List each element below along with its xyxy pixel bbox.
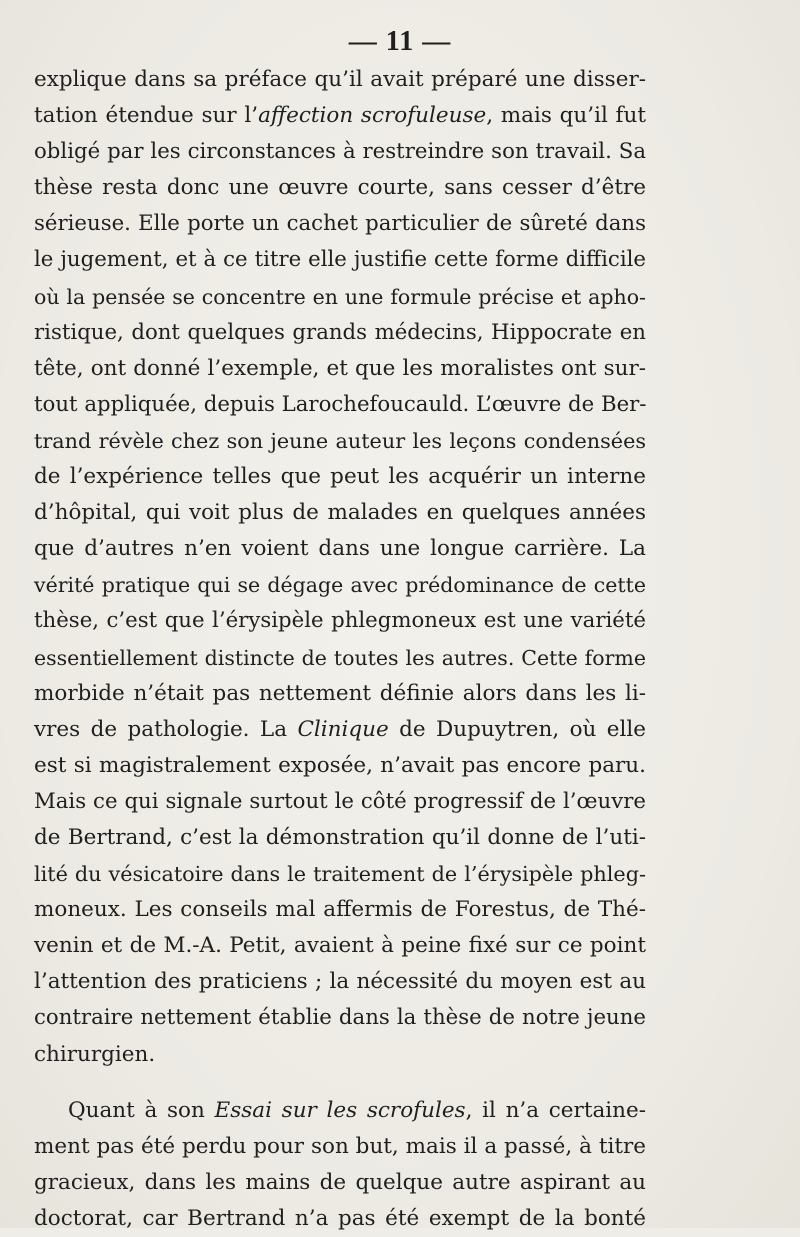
text-line (34, 784, 646, 820)
text-line (34, 423, 646, 459)
text-line (34, 351, 646, 387)
text-run: essentiellement distincte de toutes les autres. Cette forme (34, 645, 646, 670)
text-run: tout appliquée, depuis Larochefoucauld. L’œuvre de Ber- (34, 391, 647, 417)
text-run: Mais ce qui signale surtout le côté progressif de l’œuvre (34, 788, 646, 814)
text-line (34, 676, 646, 712)
text-run: où la pensée se concentre en une formule précise et apho- (34, 284, 646, 309)
text-line (34, 1129, 646, 1165)
page-number-header: — 11 — (348, 26, 452, 57)
text-run: tête, ont donné l’exemple, et que les moralistes ont sur- (34, 355, 646, 381)
text-line (34, 1037, 646, 1073)
text-run: de l’expérience telles que peut les acquérir un interne (34, 464, 646, 490)
text-line (34, 315, 646, 351)
text-run: que d’autres n’en voient dans une longue carrière. La (34, 536, 646, 562)
text-run: gracieux, dans les mains de quelque autre aspirant au (34, 1169, 646, 1195)
text-line (34, 242, 646, 278)
text-run: moneux. Les conseils mal affermis de Forestus, de Thé- (34, 897, 646, 923)
paragraph-gap (34, 1073, 646, 1093)
text-line (34, 928, 646, 964)
text-line (34, 712, 646, 748)
text-run: , il n’a certaine- (465, 1097, 646, 1123)
text-line (34, 892, 646, 928)
text-run: , mais qu’il fut (486, 103, 646, 129)
text-line (34, 206, 646, 242)
text-run: morbide n’était pas nettement définie alors dans les li- (34, 680, 646, 706)
text-run: trand révèle chez son jeune auteur les leçons condensées (34, 428, 646, 453)
text-line (34, 1165, 646, 1201)
text-line (34, 1093, 646, 1129)
text-run: ment pas été perdu pour son but, mais il a passé, à titre (34, 1133, 646, 1159)
text-line (34, 98, 646, 134)
text-run: lité du vésicatoire dans le traitement de l’érysipèle phleg- (34, 862, 646, 887)
italic-text: Clinique (297, 716, 389, 742)
text-line (34, 495, 646, 531)
text-run: obligé par les circonstances à restreindre son travail. Sa (34, 139, 646, 165)
text-run: sérieuse. Elle porte un cachet particulier de sûreté dans (34, 211, 646, 237)
page-body-text (34, 62, 646, 1237)
text-run: explique dans sa préface qu’il avait préparé une disser- (34, 67, 646, 92)
text-run: chirurgien. (34, 1041, 156, 1067)
text-run: thèse resta donc une œuvre courte, sans cesser d’être (34, 175, 646, 201)
text-run: venin et de M.-A. Petit, avaient à peine fixé sur ce point (34, 933, 646, 959)
text-line (34, 1201, 646, 1237)
text-run: de Bertrand, c’est la démonstration qu’il donne de l’uti- (34, 824, 646, 850)
text-line (34, 640, 646, 676)
text-line (34, 567, 646, 603)
text-line (34, 820, 646, 856)
text-line (34, 856, 646, 892)
text-line (34, 134, 646, 170)
text-run: vérité pratique qui se dégage avec prédominance de cette (34, 573, 646, 598)
text-line (34, 1000, 646, 1036)
text-run: tation étendue sur l’ (34, 103, 259, 129)
text-run: de Dupuytren, où elle (388, 716, 646, 742)
text-run: doctorat, car Bertrand n’a pas été exempt de la bonté (34, 1205, 646, 1231)
text-run: est si magistralement exposée, n’avait pas encore paru. (34, 752, 646, 778)
text-run: contraire nettement établie dans la thèse de notre jeune (34, 1005, 646, 1031)
text-run: d’hôpital, qui voit plus de malades en quelques années (34, 500, 646, 526)
text-run: Quant à son (68, 1097, 215, 1123)
text-line (34, 387, 646, 423)
text-run: ristique, dont quelques grands médecins, Hippocrate en (34, 319, 646, 345)
italic-text: affection scrofuleuse (258, 103, 487, 129)
text-line (34, 964, 646, 1000)
text-run: vres de pathologie. La (34, 716, 298, 742)
text-line (34, 170, 646, 206)
text-run: thèse, c’est que l’érysipèle phlegmoneux est une variété (34, 608, 646, 634)
text-line (34, 62, 646, 98)
text-run: l’attention des praticiens ; la nécessité du moyen est au (34, 969, 646, 995)
text-line (34, 531, 646, 567)
text-line (34, 279, 646, 315)
text-line (34, 748, 646, 784)
paragraph (34, 1093, 646, 1237)
text-line (34, 459, 646, 495)
text-run: le jugement, et à ce titre elle justifie cette forme difficile (34, 247, 646, 273)
italic-text: Essai sur les scrofules (214, 1097, 466, 1123)
paragraph (34, 62, 646, 1073)
text-line (34, 603, 646, 639)
